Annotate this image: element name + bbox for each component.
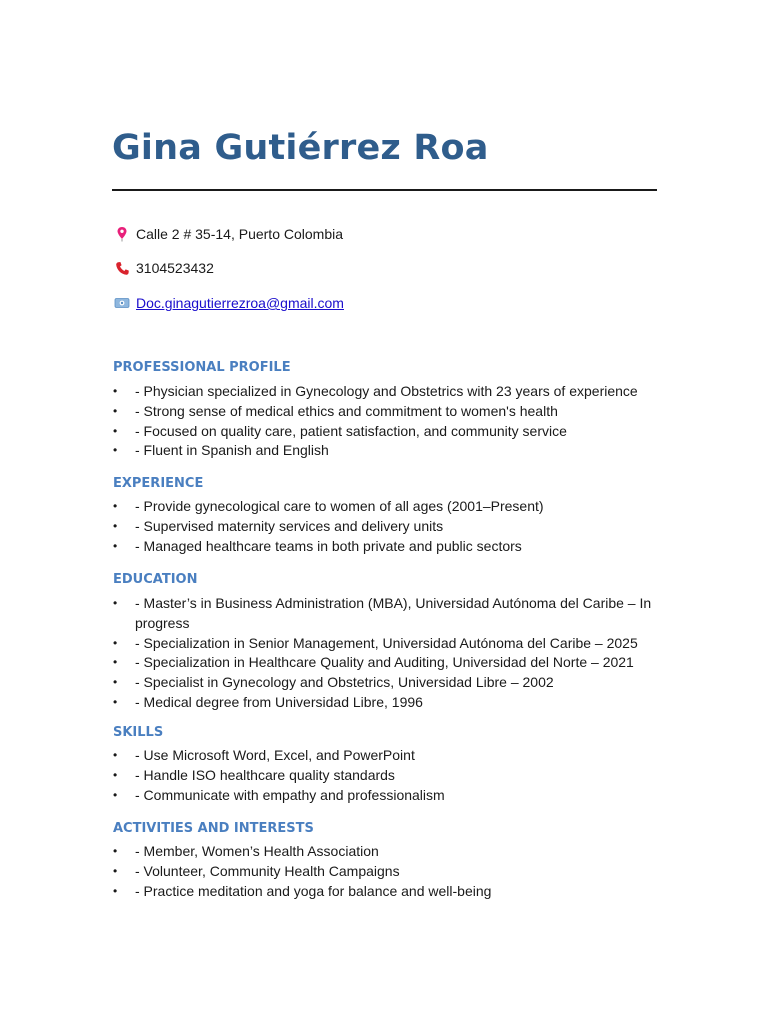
contact-email [114,294,344,312]
list-item-text: - Strong sense of medical ethics and commitment to women's health [135,402,558,419]
list-item [113,766,658,786]
bullet-mark: • [113,596,118,610]
bullet-mark: • [113,844,118,858]
section-title-activities: ACTIVITIES AND INTERESTS [113,821,314,836]
location-pin-icon [114,226,130,242]
candidate-name: Gina Gutiérrez Roa [112,128,489,168]
bullet-mark: • [113,655,118,670]
list-item [113,634,658,654]
experience-list [113,497,658,556]
bullet-mark: • [113,675,118,690]
bullet-mark: • [113,518,118,533]
list-item-text: - Communicate with empathy and professionalism [135,786,445,803]
list-item-text: - Physician specialized in Gynecology and Obstetrics with 23 years of experience [135,383,638,399]
list-item-text: - Volunteer, Community Health Campaigns [135,862,400,879]
bullet-mark: • [113,863,118,878]
email-icon [114,295,130,311]
list-item-text: - Provide gynecological care to women of all ages (2001–Present) [135,498,544,514]
list-item-text: - Supervised maternity services and delivery units [135,517,444,534]
education-list [113,594,658,713]
list-item [113,594,658,634]
list-item-text: - Fluent in Spanish and English [135,442,329,459]
bullet-mark: • [113,538,118,553]
email-link[interactable]: Doc.ginagutierrezroa@gmail.com [136,295,344,311]
list-item-text: - Handle ISO healthcare quality standards [135,766,395,783]
contact-address [114,225,343,243]
list-item [113,402,658,422]
list-item-text: - Specialist in Gynecology and Obstetrics, Universidad Libre – 2002 [135,674,554,691]
list-item [113,517,658,537]
list-item [113,786,658,806]
list-item [113,382,658,402]
bullet-mark: • [113,748,118,762]
bullet-mark: • [113,787,118,802]
list-item-text: - Specialization in Healthcare Quality and Auditing, Universidad del Norte – 2021 [135,654,634,671]
header-divider [112,189,657,191]
list-item-text: - Medical degree from Universidad Libre, 1996 [135,693,423,710]
activities-list [113,842,658,901]
list-item-text: - Member, Women’s Health Association [135,843,379,859]
profile-list [113,382,658,461]
list-item [113,673,658,693]
list-item [113,441,658,461]
contact-phone [114,259,214,277]
section-title-education: EDUCATION [113,572,198,587]
bullet-mark: • [113,767,118,782]
phone-text: 3104523432 [136,260,214,276]
list-item [113,653,658,673]
bullet-mark: • [113,883,118,898]
section-title-profile: PROFESSIONAL PROFILE [113,360,291,375]
bullet-mark: • [113,384,118,398]
list-item-text: - Practice meditation and yoga for balance and well-being [135,882,492,899]
list-item-text: - Use Microsoft Word, Excel, and PowerPoint [135,747,415,763]
list-item [113,882,658,902]
list-item [113,842,658,862]
bullet-mark: • [113,499,118,513]
address-text: Calle 2 # 35-14, Puerto Colombia [136,226,344,242]
list-item [113,537,658,557]
list-item [113,693,658,713]
bullet-mark: • [113,635,118,650]
bullet-mark: • [113,694,118,709]
list-item-text: - Specialization in Senior Management, Universidad Autónoma del Caribe – 2025 [135,634,638,651]
section-title-experience: EXPERIENCE [113,476,204,491]
list-item-text: - Managed healthcare teams in both private and public sectors [135,537,522,554]
section-title-skills: SKILLS [113,725,164,740]
phone-icon [114,260,130,276]
list-item-text: - Master’s in Business Administration (MBA), Universidad Autónoma del Caribe – In progress [135,595,652,631]
skills-list [113,746,658,805]
bullet-mark: • [113,443,118,458]
list-item [113,862,658,882]
bullet-mark: • [113,403,118,418]
list-item [113,497,658,517]
list-item [113,746,658,766]
list-item [113,422,658,442]
list-item-text: - Focused on quality care, patient satisfaction, and community service [135,422,567,439]
bullet-mark: • [113,423,118,438]
